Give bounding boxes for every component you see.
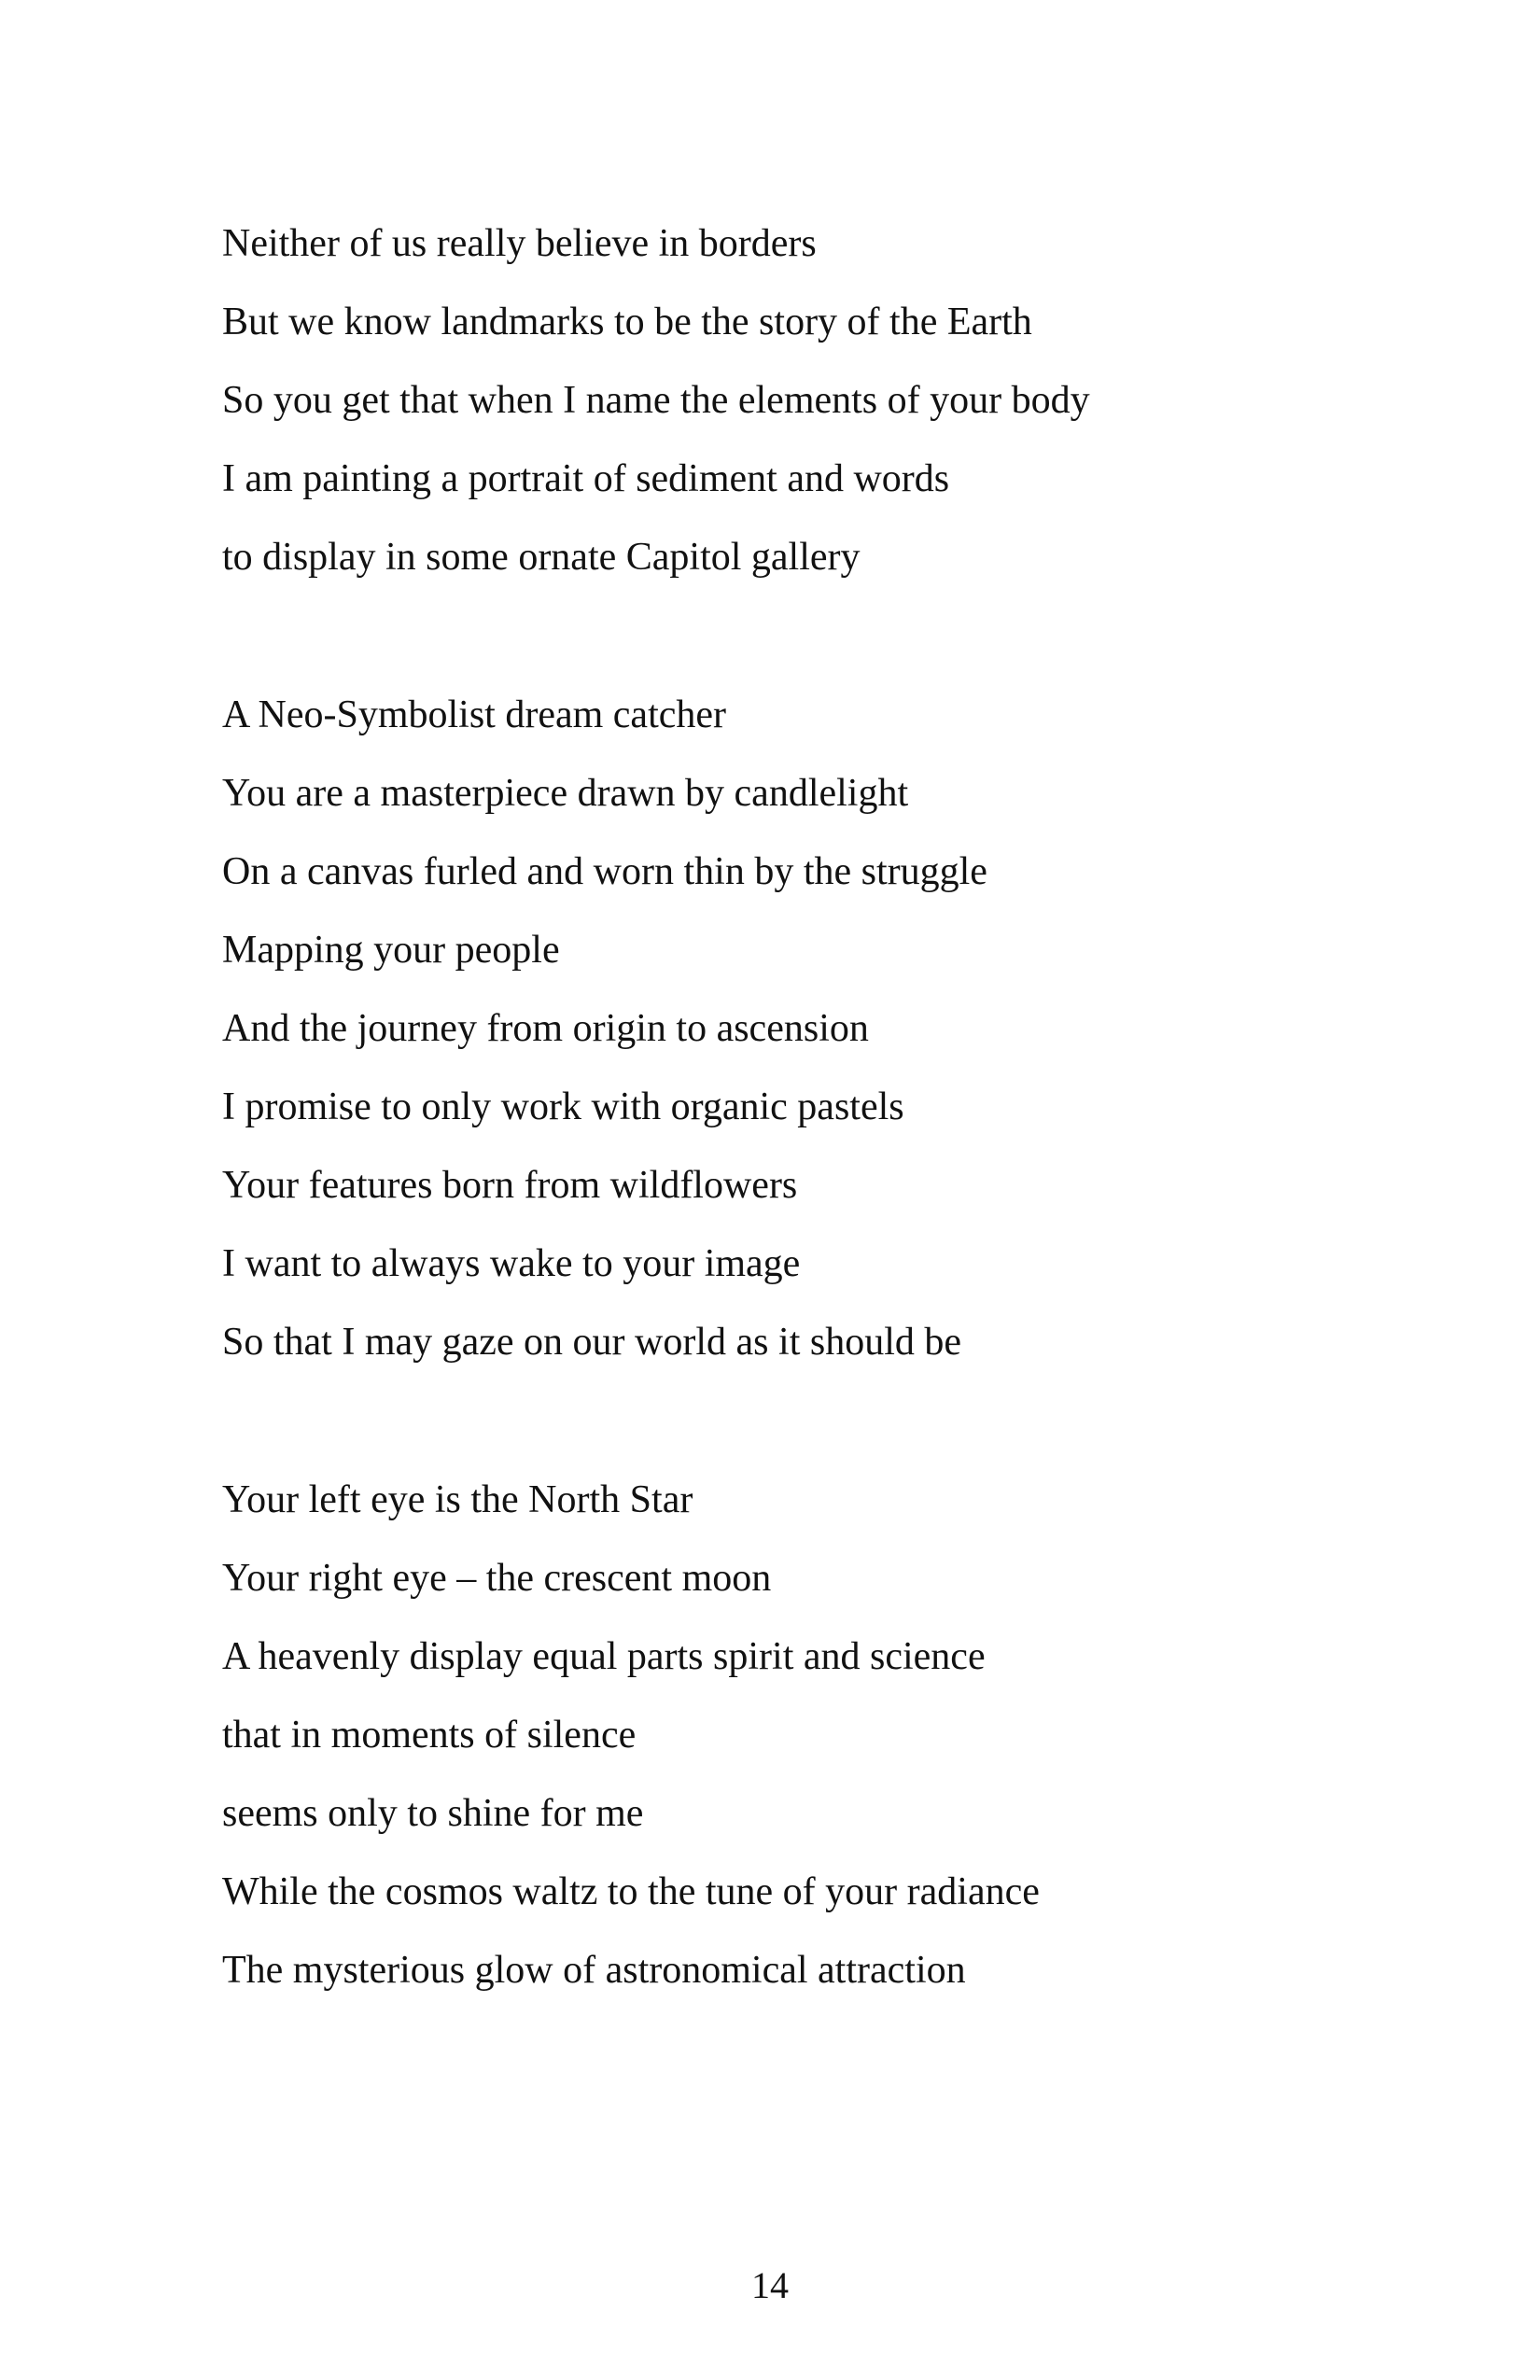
poem-line: A Neo-Symbolist dream catcher: [222, 693, 727, 736]
page-number: 14: [751, 2264, 789, 2306]
poem-line: You are a masterpiece drawn by candlelight: [222, 772, 909, 815]
poem-line: that in moments of silence: [222, 1714, 637, 1757]
poem-line: Your features born from wildflowers: [222, 1164, 798, 1207]
poem-line: seems only to shine for me: [222, 1792, 644, 1835]
poem-line: A heavenly display equal parts spirit and science: [222, 1635, 986, 1678]
poem-line: Your right eye – the crescent moon: [222, 1557, 772, 1600]
poem-line: I am painting a portrait of sediment and words: [222, 457, 950, 500]
poem-line: Mapping your people: [222, 929, 560, 972]
poem-line: While the cosmos waltz to the tune of your radiance: [222, 1870, 1040, 1913]
poem-line: And the journey from origin to ascension: [222, 1007, 869, 1050]
poem-line: But we know landmarks to be the story of the Earth: [222, 301, 1032, 343]
poem-line: So that I may gaze on our world as it should be: [222, 1321, 962, 1364]
poem-line: I promise to only work with organic pastels: [222, 1085, 904, 1128]
poem-line: The mysterious glow of astronomical attraction: [222, 1949, 966, 1992]
poem-line: Your left eye is the North Star: [222, 1478, 693, 1521]
poem-line: I want to always wake to your image: [222, 1242, 801, 1285]
poem-line: Neither of us really believe in borders: [222, 222, 817, 265]
poem-line: So you get that when I name the elements of your body: [222, 379, 1090, 422]
poem-line: On a canvas furled and worn thin by the struggle: [222, 850, 987, 893]
poem-line: to display in some ornate Capitol gallery: [222, 536, 861, 579]
